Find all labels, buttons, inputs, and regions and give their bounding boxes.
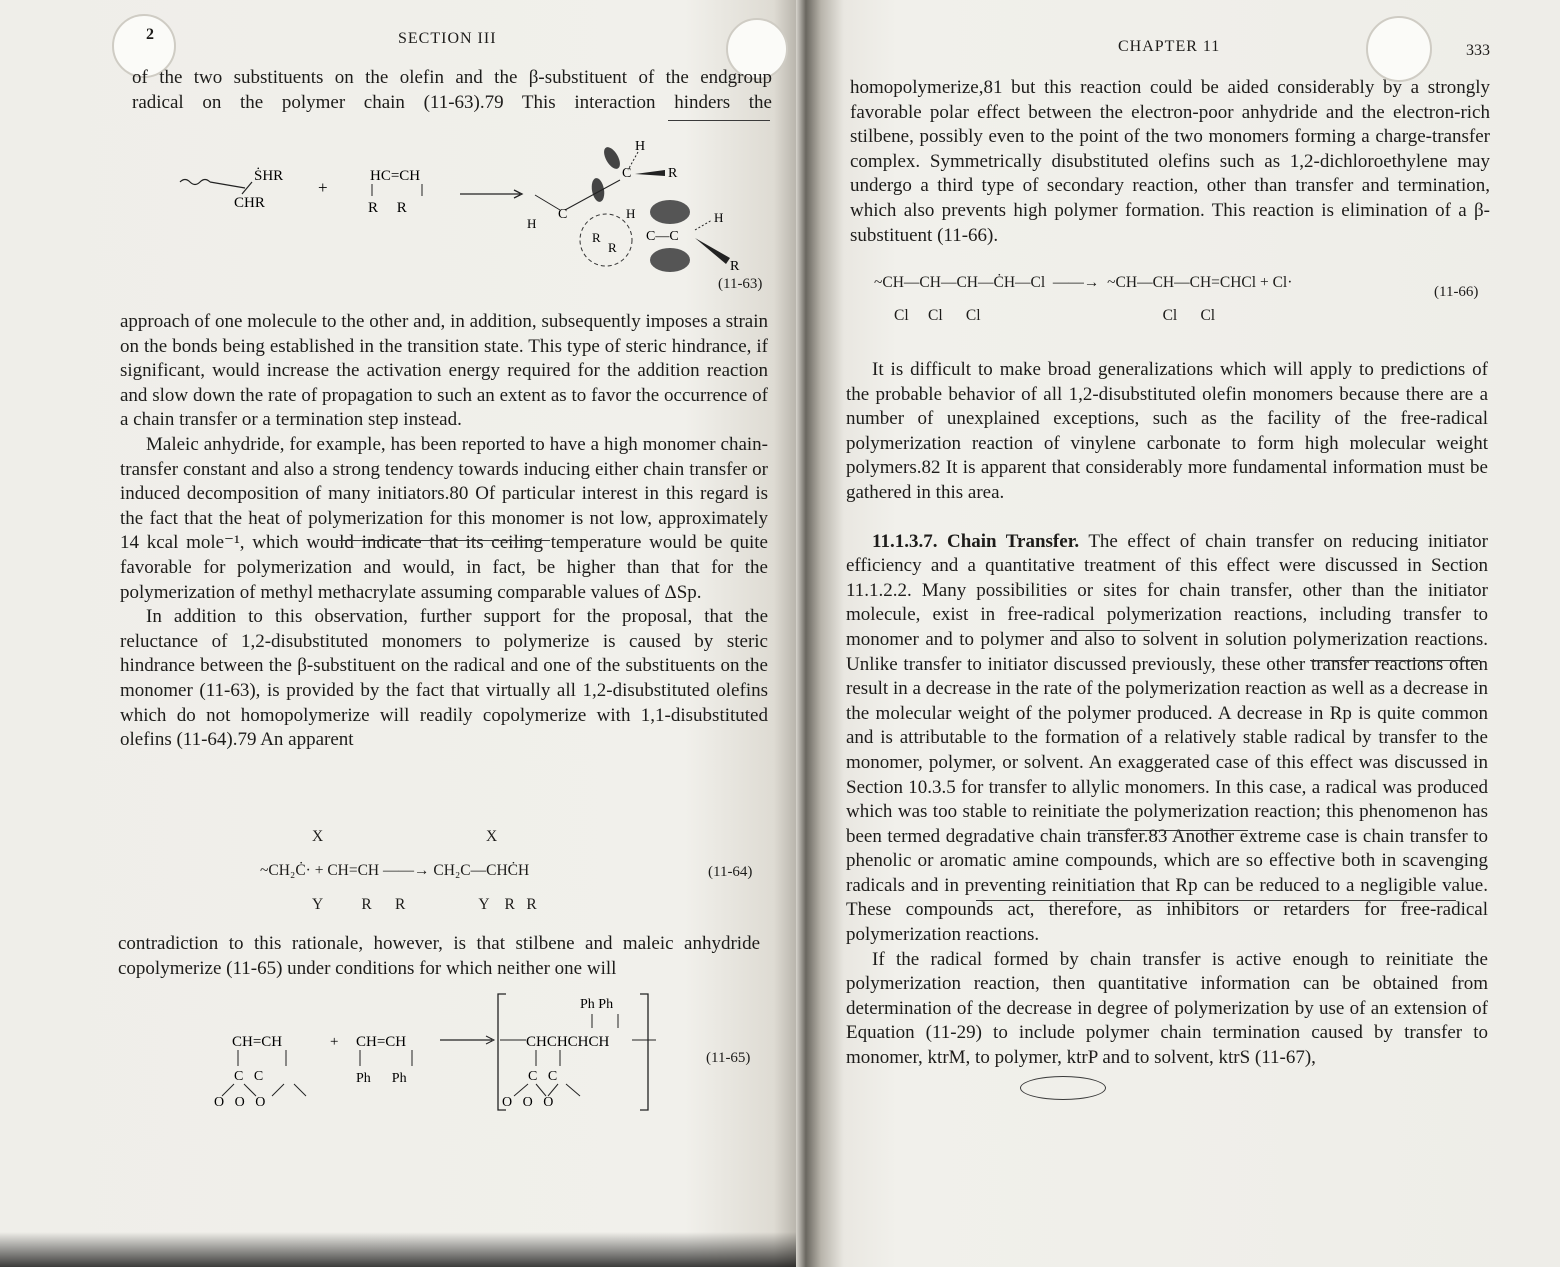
equation-number: (11-65) bbox=[706, 1050, 751, 1066]
paragraph: 11.1.3.7. Chain Transfer. The effect of chain transfer on reducing initiator efficiency and a quantitative treatment of this effect were discussed in Section 11.1.2.2. Many possibilities or sites for chain transfer, other than the initiator molecule, exist in free-radical polymerization reactions, including transfer to monomer and to polymer and also to solvent in solution polymerization reactions. Unlike transfer to initiator discussed previously, these other transfer reactions often result in a decrease in the rate of the polymerization reaction as well as a decrease in the molecular weight of the polymer produced. A decrease in Rp is quite common and is attributable to the formation of a relatively stable radical by transfer to the monomer, polymer, or solvent. An exaggerated case of this effect was discussed in Section 10.3.5 for transfer to allylic monomers. In this case, a radical was produced which was too stable to reinitiate the polymerization reaction; this phenomenon has been termed degradative chain transfer.83 Another extreme case is chain transfer to phenolic or aromatic amine compounds, which are so effective both in scavenging radicals and in preventing reinitiation that Rp can be reduced to a negligible value. These compounds act, therefore, as inhibitors or retarders for free-radical polymerization reactions. bbox=[846, 530, 1488, 946]
running-head: SECTION III bbox=[398, 30, 497, 47]
paragraph: In addition to this observation, further support for the proposal, that the reluctance of 1,2-disubstituted monomers to polymerize is caused by steric hindrance between the β-substituent on the radical and one of the substituents on the monomer (11-63), is provided by the fact that virtually all 1,2-disubstituted olefins which do not homopolymerize will readily copolymerize with 1,1-disubstituted olefins (11-64).79 An apparent bbox=[120, 606, 768, 751]
handwritten-underline bbox=[336, 540, 550, 541]
svg-text:CH=CH: CH=CH bbox=[232, 1034, 283, 1050]
svg-text:C C: C C bbox=[234, 1069, 264, 1084]
section-heading: 11.1.3.7. Chain Transfer. bbox=[872, 530, 1080, 552]
paragraph: approach of one molecule to the other and, in addition, subsequently imposes a strain on the bonds being established in the transition state. This type of steric hindrance, if significant, would increase the activation energy required for the addition reaction and slow down the rate of propagation to such an extent as to favor the occurrence of a chain transfer or a termination step instead. bbox=[120, 311, 768, 431]
equation-11-65 bbox=[200, 990, 670, 1120]
svg-text:O O O: O O O bbox=[502, 1095, 554, 1110]
handwritten-underline bbox=[1050, 630, 1150, 631]
punch-hole bbox=[1366, 16, 1432, 82]
equation-11-64: X X ~CH₂Ċ· + CH=CH ——→ CH₂C—CHĊH Y R R Y R R bbox=[260, 828, 537, 913]
paragraph: contradiction to this rationale, however, is that stilbene and maleic anhydride copolymerize (11-65) under conditions for which neither one will bbox=[118, 933, 760, 979]
svg-text:R: R bbox=[730, 259, 740, 274]
svg-text:H: H bbox=[635, 139, 646, 154]
equation-11-66: ~CH—CH—CH—ĊH—Cl ——→ ~CH—CH—CH=CHCl + Cl· Cl Cl Cl Cl Cl bbox=[874, 274, 1293, 324]
equation-number: (11-63) bbox=[718, 276, 763, 292]
svg-text:+: + bbox=[318, 178, 328, 197]
svg-text:+: + bbox=[330, 1034, 339, 1050]
radical-top: ṠHR bbox=[254, 168, 284, 184]
paragraph: If the radical formed by chain transfer is active enough to reinitiate the polymerization reaction, then quantitative information can be obtained from determination of the decrease in degree of polymerization by use of an extension of Equation (11-29) to include polymer chain termination caused by transfer to monomer, ktrM, to polymer, ktrP and to solvent, ktrS (11-67), bbox=[846, 948, 1488, 1069]
top-paragraph bbox=[132, 66, 772, 115]
right-page bbox=[806, 0, 1560, 1267]
equation-number: (11-64) bbox=[708, 864, 753, 880]
left-body bbox=[120, 310, 768, 753]
svg-text:C: C bbox=[558, 207, 568, 222]
svg-text:H: H bbox=[527, 216, 537, 231]
eq-rhs: ~CH—CH—CH=CHCl + Cl· bbox=[1107, 274, 1293, 291]
equation-11-63 bbox=[170, 130, 780, 310]
svg-text:R: R bbox=[592, 230, 601, 245]
handwritten-underline bbox=[976, 900, 1456, 901]
svg-text:Ph Ph: Ph Ph bbox=[356, 1071, 407, 1086]
paragraph: Maleic anhydride, for example, has been reported to have a high monomer chain-transfer constant and also a strong tendency towards inducing either chain transfer or induced decomposition of many initiators.80 Of particular interest in this regard is the fact that the heat of polymerization for this monomer is not low, approximately 14 kcal mole⁻¹, which would indicate that its ceiling temperature would be quite favorable for polymerization and would, in fact, be higher than that for the polymerization of methyl methacrylate assuming comparable values of ΔSp. bbox=[120, 433, 768, 603]
svg-text:H: H bbox=[714, 210, 724, 225]
svg-text:R: R bbox=[608, 240, 617, 255]
svg-text:H: H bbox=[626, 206, 636, 221]
paragraph: It is difficult to make broad generalizations which will apply to predictions of the probable behavior of all 1,2-disubstituted olefin monomers because there are a number of unexplained exceptions, such as the facility of the free-radical polymerization reaction of vinylene carbonate to form high molecular weight polymers.82 It is apparent that considerably more fundamental information must be gathered in this area. bbox=[846, 359, 1488, 503]
eq-lhs: ~CH—CH—CH—ĊH—Cl bbox=[874, 274, 1046, 291]
svg-text:C: C bbox=[622, 166, 632, 181]
svg-text:C C: C C bbox=[528, 1069, 558, 1084]
radical-bottom: CHR bbox=[234, 195, 265, 211]
handwritten-circle bbox=[1020, 1076, 1106, 1100]
svg-text:R: R bbox=[668, 166, 678, 181]
svg-text:CH=CH: CH=CH bbox=[356, 1034, 407, 1050]
olefin: HC=CH bbox=[370, 168, 421, 184]
olefin-substituents: R R bbox=[368, 200, 407, 216]
right-body bbox=[846, 358, 1488, 1071]
handwritten-underline bbox=[668, 120, 770, 121]
svg-text:Ph Ph: Ph Ph bbox=[580, 997, 614, 1012]
svg-text:CHCHCHCH: CHCHCHCH bbox=[526, 1034, 610, 1050]
equation-number: (11-66) bbox=[1434, 284, 1479, 300]
page-shadow bbox=[0, 1232, 806, 1267]
page-number: 333 bbox=[1466, 42, 1490, 59]
svg-text:C—C: C—C bbox=[646, 229, 679, 244]
svg-text:O O O: O O O bbox=[214, 1095, 266, 1110]
paragraph: homopolymerize,81 but this reaction could be aided considerably by a strongly favorable polar effect between the electron-poor anhydride and the electron-rich stilbene, possibly even to the point of the two monomers forming a charge-transfer complex. Symmetrically disubstituted olefins such as 1,2-dichloroethylene may undergo a third type of secondary reaction, other than transfer and termination, which also prevents high polymer formation. This reaction is elimination of a β-substituent (11-66). bbox=[850, 77, 1490, 246]
text-line: of the two substituents on the olefin and the β-substituent of the endgroup bbox=[132, 67, 772, 88]
page-number: 2 bbox=[146, 26, 154, 43]
text-line: radical on the polymer chain (11-63).79 This interaction hinders the bbox=[132, 91, 772, 113]
handwritten-underline bbox=[1310, 660, 1480, 661]
eq-arrow: ——→ bbox=[1052, 274, 1100, 291]
running-head: CHAPTER 11 bbox=[1118, 38, 1221, 55]
handwritten-underline bbox=[1098, 830, 1248, 831]
